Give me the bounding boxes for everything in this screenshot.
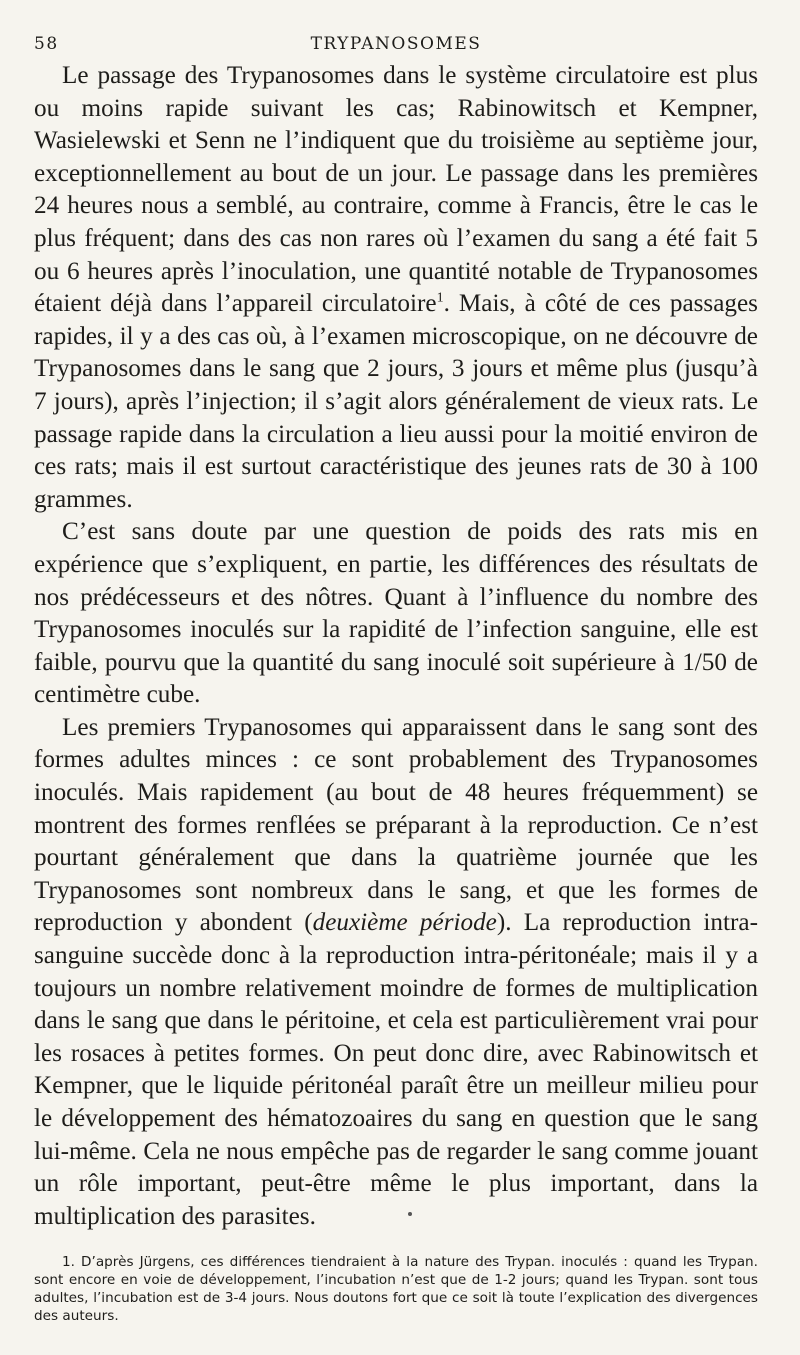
paragraph-3-end: Cela ne nous empêche pas de regarder le sang comme jouant un rôle important, peut-être même le plus important, dans la multiplication des parasites. (34, 1137, 758, 1230)
italic-term: deuxième période (312, 909, 497, 937)
running-title: TRYPANOSOMES (310, 34, 482, 54)
paragraph-3: Les premiers Trypanosomes qui apparaissent dans le sang sont des formes adultes minces : ce sont probablement des Trypanosomes inoculés. Mais rapidement (au bout de 48 heures fréquemment) se montrent des formes renflées se préparant à la reproduction. Ce n’est pourtant généralement que dans la quatrième journée que les Trypanosomes sont nombreux dans le sang, et que les formes de reproduction y abondent (deuxième période). La reproduction intra-sanguine succède donc à la reproduction intra-péritonéale; mais il y a toujours un nombre relativement moindre de formes de multiplication dans le sang que dans le péritoine, et cela est particulièrement vrai pour les rosaces à petites formes. On peut donc dire, avec Rabinowitsch et Kempner, que le liquide péritonéal paraît être un meilleur milieu pour le développement des hématozoaires du sang en question que le sang lui-même. Cela ne nous empêche pas de regarder le sang comme jouant un rôle important, peut-être même le plus important, dans la multiplication des parasites. (34, 713, 758, 1230)
paragraph-3-text: Les premiers Trypanosomes qui apparaissent dans le sang sont des formes adultes minces : ce sont probablement des Trypanosomes inoculés. Mais rapidement (au bout de 48 heures fréquemment) se montrent des formes renflées se préparant à la reproduction. Ce n’est pourtant généralement que dans la quatrième journée que les Trypanosomes sont nombreux dans le sang, et que les formes de reproduction y abondent (34, 713, 758, 937)
paragraph-3-continuation: . La reproduction intra-sanguine succède donc à la reproduction intra-péritonéale; mais il y a toujours un nombre relativement moindre de formes de multiplication dans le sang que dans le péritoine, et cela est particulièrement vrai pour les rosaces à petites formes. On peut donc dire, avec Rabinowitsch et Kempner, que le liquide péritonéal paraît être un meilleur milieu pour le développement des hématozoaires du sang en question que le sang lui-même. (34, 909, 758, 1165)
paragraph-2: C’est sans doute par une question de poids des rats mis en expérience que s’expliquent, en partie, les différences des résultats de nos prédécesseurs et des nôtres. Quant à l’influence du nombre des Trypanosomes inoculés sur la rapidité de l’infection sanguine, elle est faible, pourvu que la quantité du sang inoculé soit supérieure à 1/50 de centimètre cube. (34, 518, 758, 709)
paragraph-1-text: Le passage des Trypanosomes dans le système circulatoire est plus ou moins rapide suivant les cas; Rabinowitsch et Kempner, Wasielewski et Senn ne l’indiquent que du troisième au septième jour, exceptionnellement au bout de un jour. Le passage dans les premières 24 heures nous a semblé, au contraire, comme à Francis, être le cas le plus fréquent; dans des cas non rares où l’examen du sang a été fait 5 ou 6 heures après l’inoculation, une quantité notable de Trypanosomes étaient déjà dans l’appareil circulatoire (34, 62, 758, 318)
page-header (34, 30, 758, 60)
footnote: 1. D’après Jürgens, ces différences tiendraient à la nature des Trypan. inoculés : quand les Trypan. sont encore en voie de développement, l’incubation n’est que de 1-2 jours; quand les Trypan. sont tous adultes, l’incubation est de 3-4 jours. Nous doutons fort que ce soit là toute l’explication des divergences des auteurs. (34, 1254, 758, 1325)
paragraph-1 (34, 60, 758, 516)
page-number: 58 (34, 34, 59, 54)
footnote-reference[interactable]: 1 (436, 290, 444, 306)
body-text (34, 60, 758, 1233)
print-speck (408, 1212, 412, 1216)
paragraph-1-continuation: . Mais, à côté de ces passages rapides, il y a des cas où, à l’examen microscopique, on ne découvre de Trypanosomes dans le sang que 2 jours, 3 jours et même plus (jusqu’à 7 jours), après l’injection; il s’agit alors généralement de vieux rats. Le passage rapide dans la circulation a lieu aussi pour la moitié environ de ces rats; mais il est surtout caractéristique des jeunes rats de 30 à 100 grammes. (34, 290, 758, 513)
